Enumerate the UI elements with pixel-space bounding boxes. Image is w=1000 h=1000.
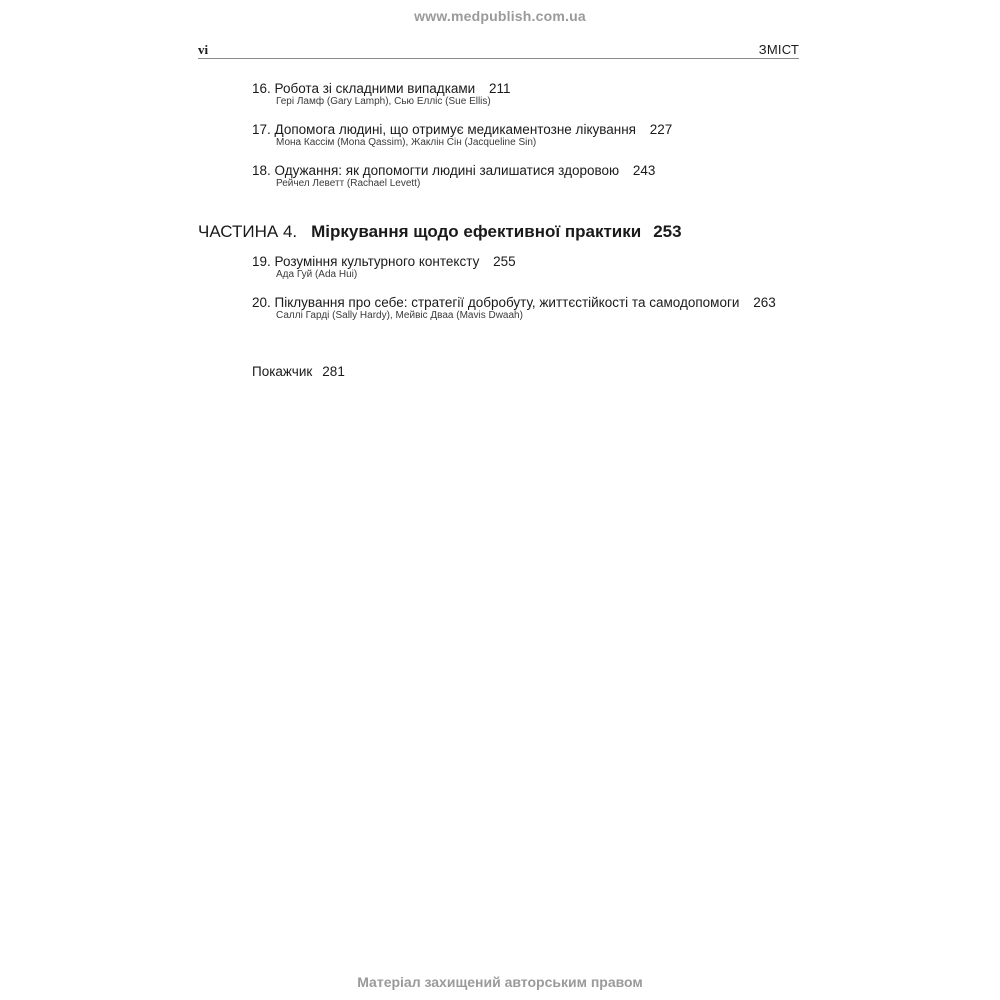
chapter-number: 16.: [252, 81, 271, 96]
part-title: Міркування щодо ефективної практики: [311, 222, 642, 241]
watermark-top: www.medpublish.com.ua: [414, 8, 586, 24]
section-name: ЗМІСТ: [758, 42, 799, 57]
chapter-authors: Ада Гуй (Ada Hui): [276, 269, 358, 280]
toc-entry-20[interactable]: [252, 295, 776, 322]
chapter-authors: Рейчел Леветт (Rachael Levett): [276, 178, 421, 189]
chapter-authors: Гері Ламф (Gary Lamph), Сью Елліс (Sue Ellis): [276, 96, 491, 107]
toc-entry-17[interactable]: [252, 122, 672, 149]
part-label: ЧАСТИНА 4.: [198, 222, 298, 241]
toc-entry-title: [252, 295, 776, 310]
index-label: Покажчик: [252, 364, 313, 379]
chapter-title: Робота зі складними випадками: [274, 81, 476, 96]
toc-entry-index[interactable]: [252, 364, 345, 379]
toc-entry-16[interactable]: [252, 81, 511, 108]
chapter-number: 19.: [252, 254, 271, 269]
chapter-page: 263: [753, 295, 776, 310]
index-page: 281: [322, 364, 345, 379]
chapter-authors: Саллі Гарді (Sally Hardy), Мейвіс Дваа (Mavis Dwaah): [276, 310, 523, 321]
chapter-number: 18.: [252, 163, 271, 178]
toc-entry-title: [252, 122, 672, 137]
toc-entry-18[interactable]: [252, 163, 655, 190]
page-number: vi: [198, 42, 209, 57]
chapter-authors: Мона Кассім (Mona Qassim), Жаклін Сін (Jacqueline Sin): [276, 137, 537, 148]
part-heading[interactable]: [198, 221, 682, 243]
toc-entry-19[interactable]: [252, 254, 516, 281]
toc-entry-title: [252, 163, 655, 178]
toc-entry-title: [252, 254, 516, 269]
part-page: 253: [653, 222, 682, 241]
chapter-page: 211: [489, 81, 511, 96]
chapter-page: 243: [632, 163, 656, 178]
chapter-number: 17.: [252, 122, 271, 137]
chapter-page: 227: [649, 122, 673, 137]
watermark-bottom: Матеріал захищений авторським правом: [357, 974, 643, 990]
chapter-page: 255: [493, 254, 516, 269]
chapter-title: Піклування про себе: стратегії добробуту, життєстійкості та самодопомоги: [274, 295, 740, 310]
chapter-title: Розуміння культурного контексту: [274, 254, 480, 269]
chapter-title: Допомога людині, що отримує медикаментозне лікування: [274, 122, 636, 137]
toc-entry-title: [252, 81, 511, 96]
running-head: [198, 42, 799, 59]
chapter-title: Одужання: як допомогти людині залишатися здоровою: [274, 163, 620, 178]
chapter-number: 20.: [252, 295, 271, 310]
